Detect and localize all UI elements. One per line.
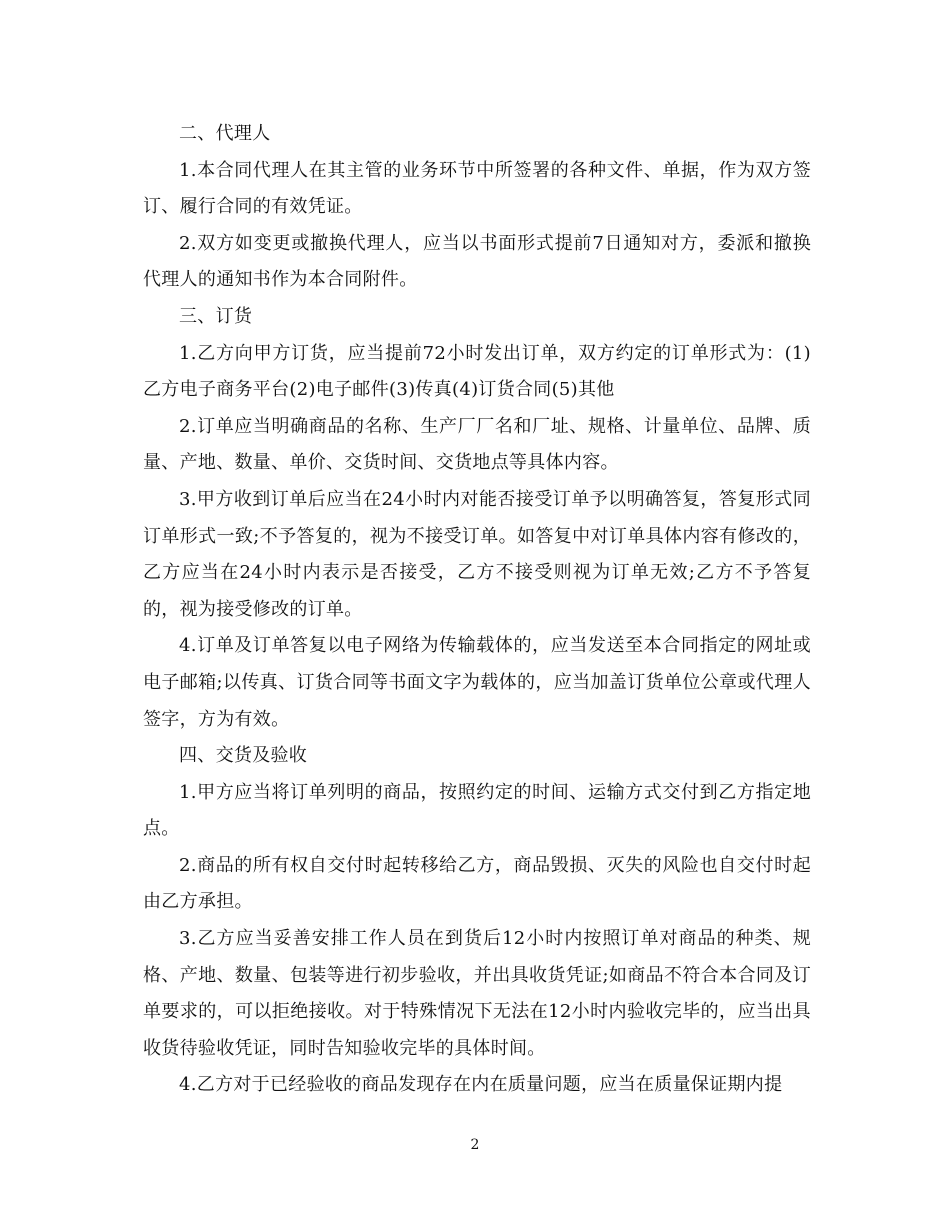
- clause-paragraph: 1.甲方应当将订单列明的商品，按照约定的时间、运输方式交付到乙方指定地点。: [143, 781, 811, 840]
- section-heading-agent: 二、代理人: [179, 123, 271, 144]
- clause-paragraph: 2.商品的所有权自交付时起转移给乙方，商品毁损、灭失的风险也自交付时起由乙方承担。: [143, 854, 811, 913]
- clause-paragraph: 4.订单及订单答复以电子网络为传输载体的，应当发送至本合同指定的网址或电子邮箱;以传真、订货合同等书面文字为载体的，应当加盖订货单位公章或代理人签字，方为有效。: [143, 635, 811, 730]
- section-heading-delivery: 四、交货及验收: [179, 745, 308, 767]
- document-body: [143, 116, 811, 1104]
- page-number: 2: [470, 1137, 480, 1153]
- clause-paragraph: 2.双方如变更或撤换代理人，应当以书面形式提前7日通知对方，委派和撤换代理人的通知书作为本合同附件。: [143, 232, 811, 291]
- clause-paragraph: 1.乙方向甲方订货，应当提前72小时发出订单，双方约定的订单形式为：(1)乙方电子商务平台(2)电子邮件(3)传真(4)订货合同(5)其他: [143, 342, 811, 401]
- clause-paragraph: 3.乙方应当妥善安排工作人员在到货后12小时内按照订单对商品的种类、规格、产地、数量、包装等进行初步验收，并出具收货凭证;如商品不符合本合同及订单要求的，可以拒绝接收。对于特殊情况下无法在12小时内验收完毕的，应当出具收货待验收凭证，同时告知验收完毕的具体时间。: [143, 928, 811, 1059]
- clause-paragraph: 1.本合同代理人在其主管的业务环节中所签署的各种文件、单据，作为双方签订、履行合同的有效凭证。: [143, 159, 811, 218]
- clause-paragraph: 3.甲方收到订单后应当在24小时内对能否接受订单予以明确答复，答复形式同订单形式一致;不予答复的，视为不接受订单。如答复中对订单具体内容有修改的，乙方应当在24小时内表示是否接受，乙方不接受则视为订单无效;乙方不予答复的，视为接受修改的订单。: [143, 488, 811, 620]
- clause-paragraph: 4.乙方对于已经验收的商品发现存在内在质量问题，应当在质量保证期内提: [179, 1074, 783, 1096]
- clause-paragraph: 2.订单应当明确商品的名称、生产厂厂名和厂址、规格、计量单位、品牌、质量、产地、数量、单价、交货时间、交货地点等具体内容。: [143, 415, 811, 474]
- section-heading-ordering: 三、订货: [179, 305, 253, 327]
